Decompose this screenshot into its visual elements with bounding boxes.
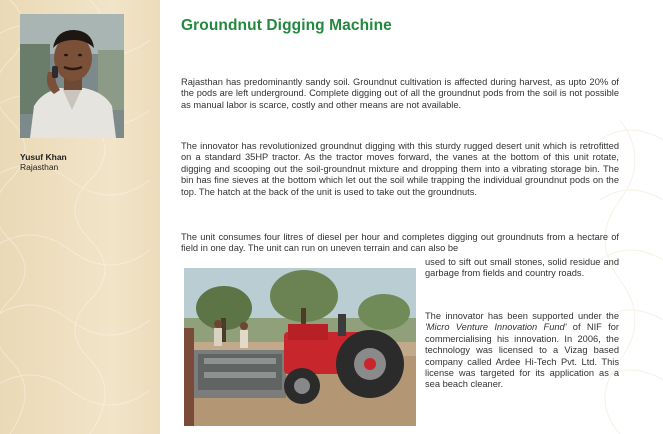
fund-name: 'Micro Venture Innovation Fund' (425, 322, 567, 333)
paragraph-performance-continued: used to sift out small stones, solid residue and garbage from fields and country roads. (425, 257, 619, 279)
support-text-end: of NIF for commercialising his innovation. In 2006, the technology was licensed to a Vizag based company called Ardee Hi-Tech Pvt. Ltd. This license was targeted for its application as a sea beach cleaner. (425, 322, 619, 390)
sidebar (0, 0, 160, 434)
machine-photo (184, 268, 416, 426)
paragraph-soil-problem: Rajasthan has predominantly sandy soil. Groundnut cultivation is affected during harvest, as upto 20% of the pods are left underground. Complete digging out of all the groundnut pods from the soil is not possible as manual labor is scarce, costly and other means are not available. (181, 77, 619, 110)
article-title: Groundnut Digging Machine (181, 17, 392, 34)
paragraph-performance: The unit consumes four litres of diesel per hour and completes digging out groundnuts from a hectare of field in one day. The unit can run on uneven terrain and can also be (181, 232, 619, 254)
innovator-portrait (20, 14, 124, 138)
innovator-name: Yusuf Khan (20, 152, 67, 162)
support-text-start: The innovator has been supported under the (425, 311, 619, 321)
paragraph-support (425, 311, 619, 391)
innovator-location: Rajasthan (20, 162, 59, 172)
paragraph-machine-description: The innovator has revolutionized groundnut digging with this sturdy rugged desert unit which is retrofitted on a standard 35HP tractor. As the tractor moves forward, the vanes at the bottom of this unit rotate, digging and scooping out the soil-groundnut mixture and dropping them into a vibrating storage bin. The bin has fine sieves at the bottom which let out the soil while trapping the individual groundnut pods on the top. The hatch at the back of the unit is used to take out the groundnuts. (181, 141, 619, 197)
